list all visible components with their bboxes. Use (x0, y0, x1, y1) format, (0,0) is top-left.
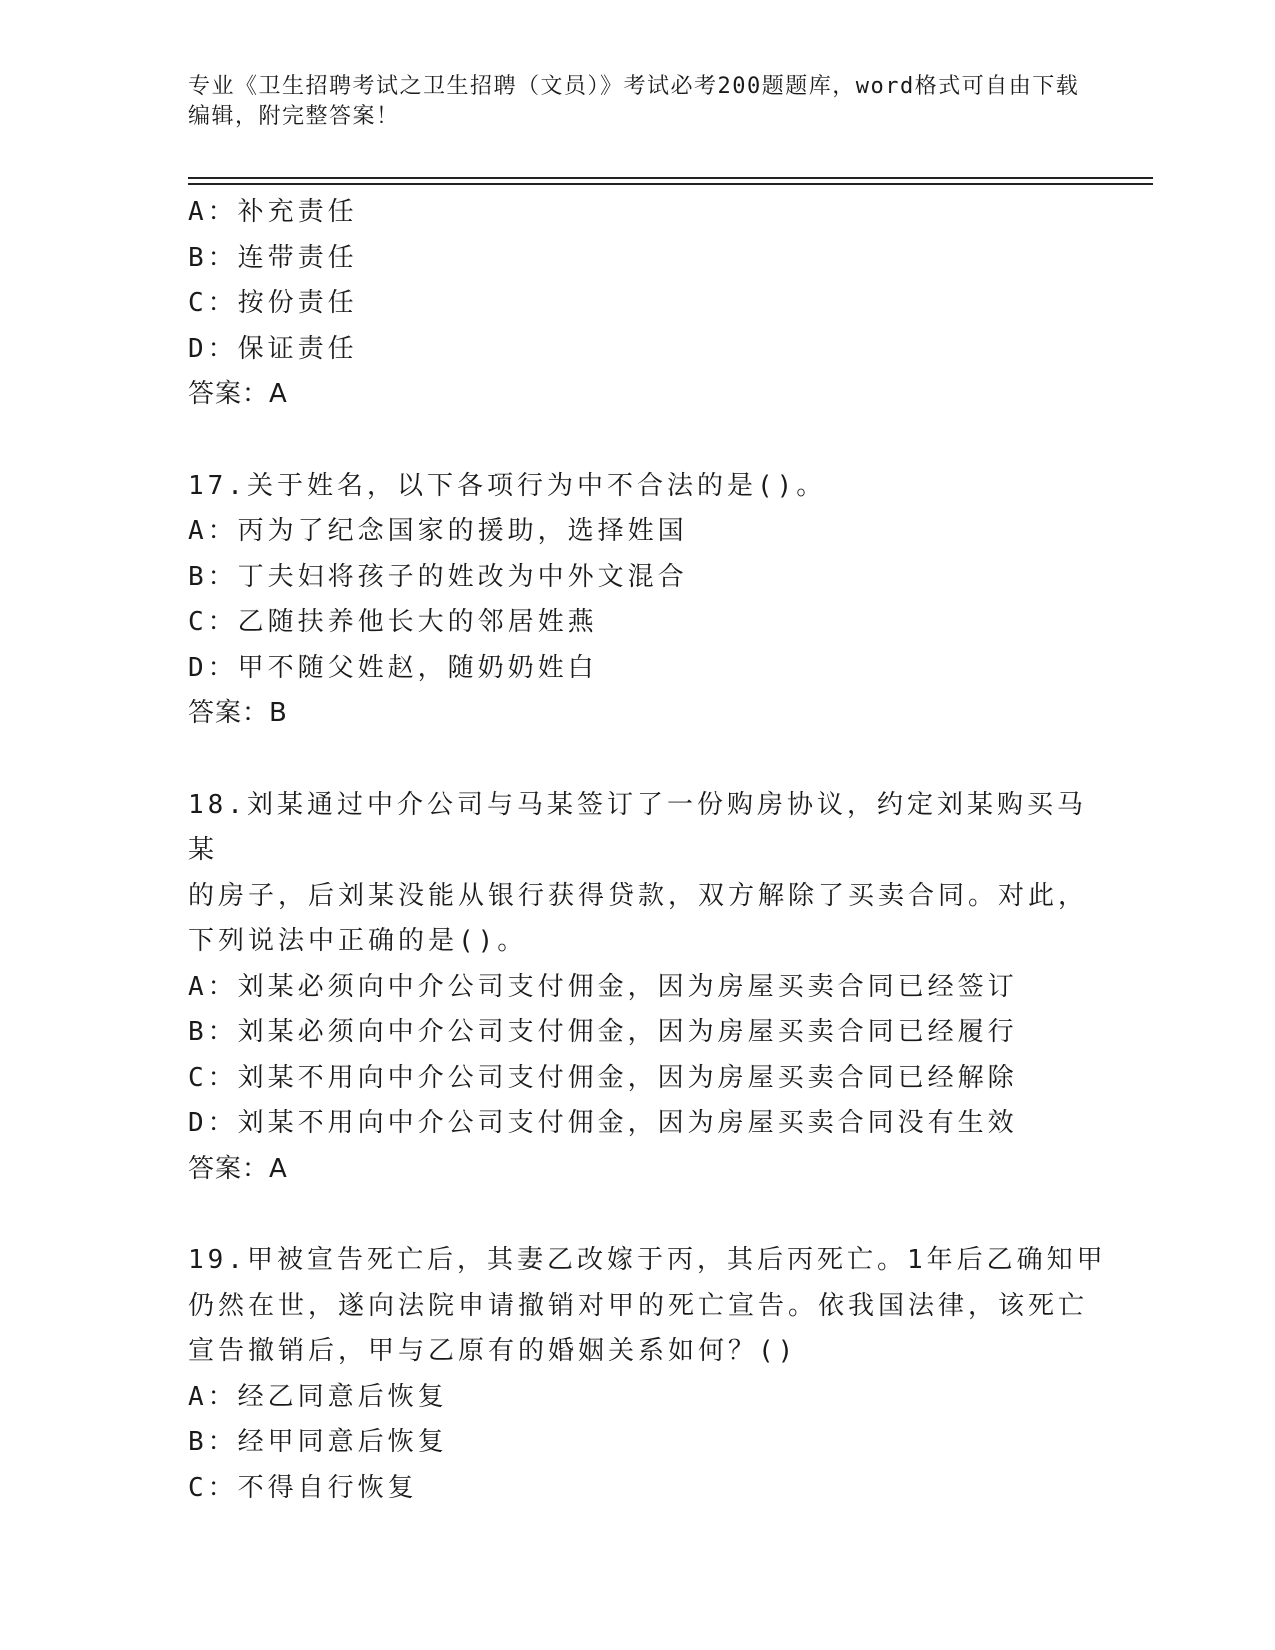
option-c: C：按份责任 (188, 288, 358, 318)
question-text-line-1: 18.刘某通过中介公司与马某签订了一份购房协议，约定刘某购买马某 (188, 789, 1087, 865)
question-text-line-2: 的房子，后刘某没能从银行获得贷款，双方解除了买卖合同。对此， (188, 880, 1089, 911)
option-a: A：补充责任 (188, 197, 358, 227)
answer: 答案：B (188, 698, 288, 728)
option-b: B：经甲同意后恢复 (188, 1427, 448, 1457)
question-text-line-3: 宣告撤销后，甲与乙原有的婚姻关系如何？() (188, 1336, 798, 1366)
option-c: C：乙随扶养他长大的邻居姓燕 (188, 607, 598, 637)
header-divider-bottom (188, 183, 1153, 185)
answer: 答案：A (188, 1153, 288, 1184)
option-b: B：连带责任 (188, 242, 358, 273)
option-c: C：刘某不用向中介公司支付佣金，因为房屋买卖合同已经解除 (188, 1062, 1018, 1093)
question-block-16 (188, 190, 1108, 418)
question-text: 17.关于姓名，以下各项行为中不合法的是()。 (188, 470, 827, 501)
question-text-line-2: 仍然在世，遂向法院申请撤销对甲的死亡宣告。依我国法律，该死亡 (188, 1290, 1089, 1321)
option-d: D：保证责任 (188, 333, 358, 364)
option-a: A：丙为了纪念国家的援助，选择姓国 (188, 516, 688, 546)
question-list (188, 190, 1108, 1511)
question-block-19 (188, 1238, 1108, 1511)
option-a: A：经乙同意后恢复 (188, 1381, 448, 1412)
option-a: A：刘某必须向中介公司支付佣金，因为房屋买卖合同已经签订 (188, 971, 1018, 1002)
answer: 答案：A (188, 379, 288, 409)
question-block-17 (188, 464, 1108, 737)
option-d: D：刘某不用向中介公司支付佣金，因为房屋买卖合同没有生效 (188, 1108, 1018, 1138)
option-d: D：甲不随父姓赵，随奶奶姓白 (188, 652, 598, 683)
option-b: B：刘某必须向中介公司支付佣金，因为房屋买卖合同已经履行 (188, 1017, 1018, 1047)
document-header: 专业《卫生招聘考试之卫生招聘（文员）》考试必考200题题库，word格式可自由下载编辑，附完整答案！ (188, 74, 1080, 129)
question-text-line-1: 19.甲被宣告死亡后，其妻乙改嫁于丙，其后丙死亡。1年后乙确知甲 (188, 1245, 1107, 1275)
header-divider-top (188, 177, 1153, 179)
option-b: B：丁夫妇将孩子的姓改为中外文混合 (188, 561, 688, 592)
question-text-line-3: 下列说法中正确的是()。 (188, 926, 528, 956)
question-block-18 (188, 783, 1108, 1193)
option-c: C：不得自行恢复 (188, 1472, 418, 1503)
